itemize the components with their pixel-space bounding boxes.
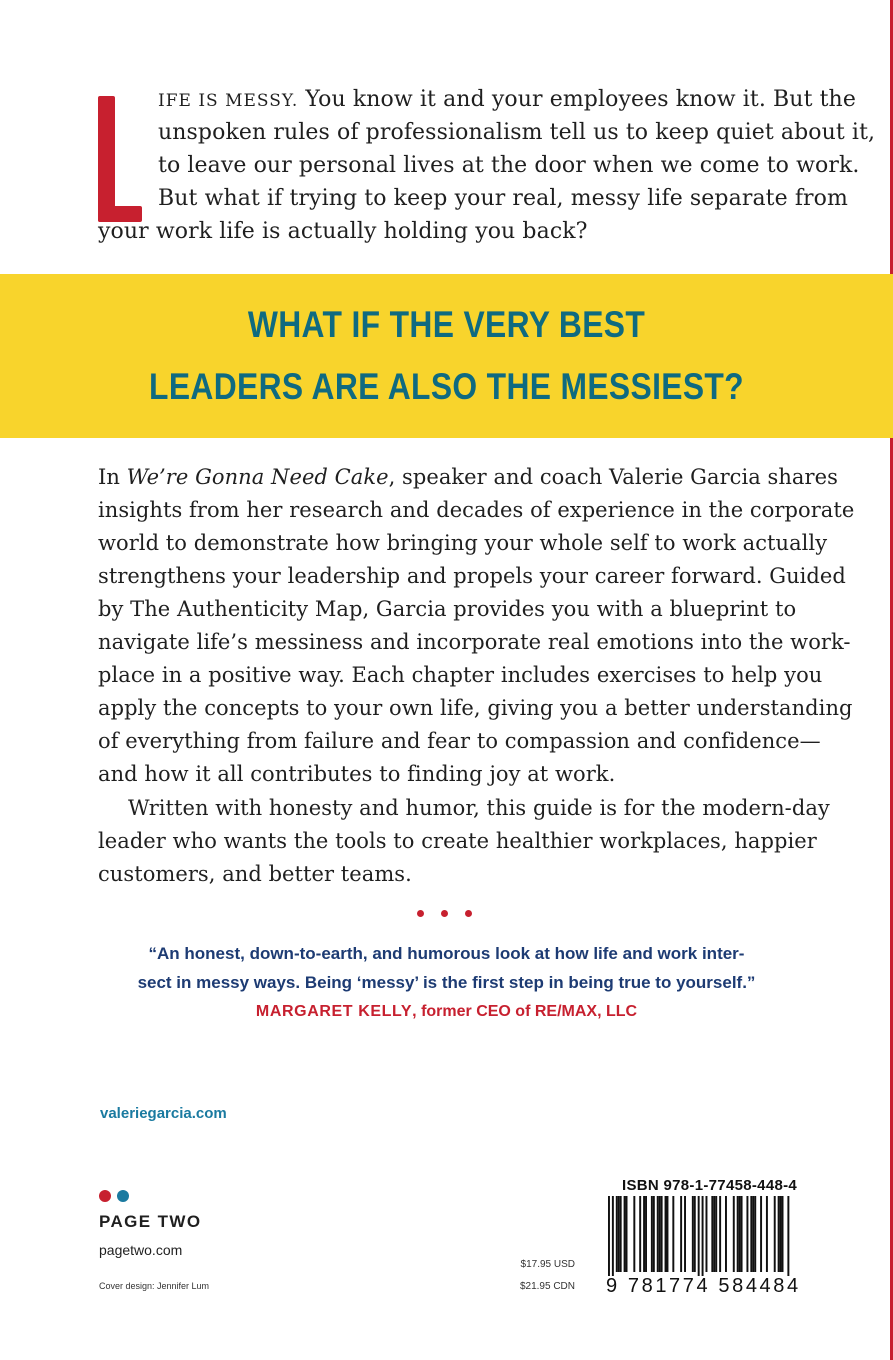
barcode-bar <box>780 1196 782 1272</box>
barcode-bar <box>739 1196 741 1272</box>
book-title: We’re Gonna Need Cake <box>126 465 389 489</box>
description-p2-line: Written with honesty and humor, this guide is for the modern-day <box>128 796 830 820</box>
barcode-bar <box>715 1196 717 1272</box>
barcode-bar <box>725 1196 727 1272</box>
barcode-bar <box>633 1196 635 1272</box>
barcode-bar <box>754 1196 756 1272</box>
description-line-1-pre: In <box>98 465 127 489</box>
description-line: and how it all contributes to finding joy at work. <box>98 762 616 786</box>
barcode-bar <box>643 1196 645 1272</box>
barcode-bar <box>741 1196 743 1272</box>
cover-design-credit: Cover design: Jennifer Lum <box>99 1281 210 1291</box>
description-line: place in a positive way. Each chapter includes exercises to help you <box>98 663 823 687</box>
author-website-link[interactable]: valeriegarcia.com <box>100 1105 227 1122</box>
barcode-digits: 9 781774 584484 <box>606 1275 801 1297</box>
intro-line-5: your work life is actually holding you back? <box>98 219 588 244</box>
barcode-bar <box>657 1196 659 1272</box>
barcode-bar <box>746 1196 748 1272</box>
barcode-bar <box>659 1196 661 1272</box>
barcode-bar <box>684 1196 686 1272</box>
price-cdn: $21.95 CDN <box>519 1281 575 1292</box>
barcode-bar <box>752 1196 754 1272</box>
barcode-bar <box>782 1196 784 1272</box>
description-line: by The Authenticity Map, Garcia provides you with a blueprint to <box>98 597 797 621</box>
description-p2-line: customers, and better teams. <box>98 862 412 886</box>
barcode-bar <box>645 1196 647 1272</box>
description-line: apply the concepts to your own life, giving you a better understanding <box>98 696 853 720</box>
barcode-bar <box>737 1196 739 1272</box>
publisher-name: PAGE TWO <box>99 1212 202 1231</box>
barcode-bar <box>702 1196 704 1276</box>
barcode-bar <box>692 1196 694 1272</box>
barcode-bar <box>698 1196 700 1276</box>
description-line: of everything from failure and fear to compassion and confidence— <box>98 729 821 753</box>
description-line: strengthens your leadership and propels your career forward. Guided <box>98 564 846 588</box>
barcode-bar <box>706 1196 708 1272</box>
intro-line-2: unspoken rules of professionalism tell us to keep quiet about it, <box>158 120 876 145</box>
blurb-attribution <box>0 1003 893 1021</box>
barcode-bar <box>651 1196 653 1272</box>
barcode-bar <box>661 1196 663 1272</box>
isbn-barcode <box>600 1196 790 1276</box>
description-p2-line: leader who wants the tools to create healthier workplaces, happier <box>98 829 817 853</box>
barcode-bar <box>624 1196 626 1272</box>
barcode-bar <box>618 1196 620 1272</box>
barcode-bar <box>733 1196 735 1272</box>
headline-banner <box>0 274 893 438</box>
barcode-bar <box>713 1196 715 1272</box>
description-line: world to demonstrate how bringing your whole self to work actually <box>98 531 828 555</box>
description-line: navigate life’s messiness and incorporate real emotions into the work- <box>98 630 851 654</box>
intro-lead-caps: IFE IS MESSY. <box>158 91 299 111</box>
intro-line-4: But what if trying to keep your real, messy life separate from <box>158 186 848 211</box>
barcode-bar <box>778 1196 780 1272</box>
isbn-label: ISBN 978-1-77458-448-4 <box>622 1177 798 1194</box>
endorser-role: , former CEO of RE/MAX, LLC <box>412 1003 638 1020</box>
barcode-bar <box>672 1196 674 1272</box>
blurb-line-2: sect in messy ways. Being ‘messy’ is the first step in being true to yourself.” <box>137 973 756 992</box>
barcode-bar <box>653 1196 655 1272</box>
barcode-bar <box>750 1196 752 1272</box>
barcode-bar <box>639 1196 641 1272</box>
barcode-bar <box>616 1196 618 1272</box>
barcode-bar <box>694 1196 696 1272</box>
publisher-website-link[interactable]: pagetwo.com <box>99 1242 183 1258</box>
barcode-bar <box>680 1196 682 1272</box>
barcode-bar <box>774 1196 776 1272</box>
barcode-bar <box>711 1196 713 1272</box>
barcode-bar <box>612 1196 614 1276</box>
description-line-1-post: , speaker and coach Valerie Garcia shares <box>388 465 838 489</box>
price-usd: $17.95 USD <box>520 1259 575 1270</box>
intro-line-3: to leave our personal lives at the door when we come to work. <box>158 153 860 178</box>
barcode-bar <box>719 1196 721 1272</box>
headline-line-1: WHAT IF THE VERY BEST <box>247 304 646 345</box>
headline-line-2: LEADERS ARE ALSO THE MESSIEST? <box>149 366 744 407</box>
barcode-bar <box>760 1196 762 1272</box>
intro-line-1 <box>158 84 856 117</box>
endorser-name: MARGARET KELLY <box>255 1003 413 1020</box>
barcode-bar <box>620 1196 622 1272</box>
barcode-bar <box>766 1196 768 1272</box>
drop-cap-letter-l <box>98 96 142 222</box>
barcode-bar <box>626 1196 628 1272</box>
barcode-bar <box>608 1196 610 1276</box>
barcode-bar <box>787 1196 789 1276</box>
description-line: insights from her research and decades of experience in the corporate <box>98 498 855 522</box>
intro-line-1-rest: You know it and your employees know it. But the <box>298 87 856 112</box>
barcode-bar <box>667 1196 669 1272</box>
description-line-1 <box>98 461 838 493</box>
blurb-line-1: “An honest, down-to-earth, and humorous look at how life and work inter- <box>148 944 745 963</box>
barcode-bar <box>665 1196 667 1272</box>
